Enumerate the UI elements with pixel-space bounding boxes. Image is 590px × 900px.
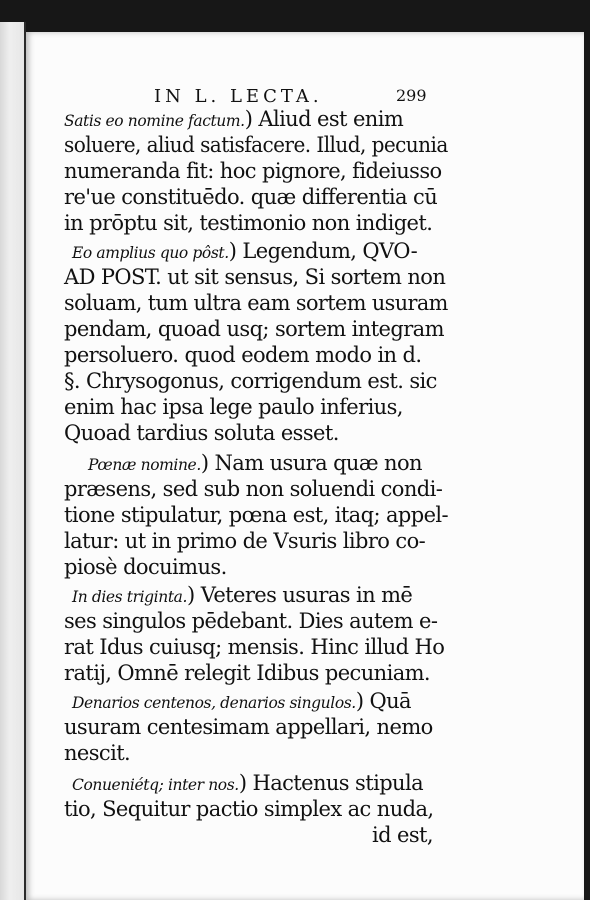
text-line: latur: ut in primo de Vsuris libro co-	[64, 529, 426, 553]
text-line: nescit.	[64, 741, 131, 765]
text-line	[72, 688, 411, 716]
text-line	[72, 770, 423, 798]
running-head: IN L. LECTA.	[154, 86, 323, 107]
text-line: §. Chrysogonus, corrigendum est. sic	[64, 369, 437, 393]
lemma: Denarios centenos, denarios singulos.	[72, 694, 356, 712]
page-number: 299	[396, 86, 427, 105]
lemma: Satis eo nomine factum.	[64, 112, 245, 130]
text-line: re'ue constituēdo. quæ differentia cū	[64, 185, 438, 209]
text-line: numeranda fit: hoc pignore, fideiusso	[64, 159, 442, 183]
text-line: soluere, aliud satisfacere. Illud, pecunia	[64, 133, 448, 157]
text-line	[88, 450, 422, 478]
text-line: tione stipulatur, pœna est, itaq; appel-	[64, 503, 449, 527]
text-line: soluam, tum ultra eam sortem usuram	[64, 291, 448, 315]
text-line: in prōptu sit, testimonio non indiget.	[64, 211, 433, 235]
commentary-text: ) Aliud est enim	[244, 107, 404, 131]
text-line	[64, 106, 403, 134]
text-line	[72, 238, 417, 266]
text-line: AD POST. ut sit sensus, Si sortem non	[64, 265, 446, 289]
text-line: piosè docuimus.	[64, 555, 227, 579]
commentary-text: ) Nam usura quæ non	[200, 451, 422, 475]
text-line: ratij, Omnē relegit Idibus pecuniam.	[64, 661, 430, 685]
commentary-text: ) Quā	[355, 689, 411, 713]
commentary-text: ) Legendum, QVO-	[228, 239, 418, 263]
text-line: rat Idus cuiusq; mensis. Hinc illud Ho	[64, 635, 445, 659]
lemma: In dies triginta.	[72, 588, 188, 606]
text-line: Quoad tardius soluta esset.	[64, 421, 339, 445]
commentary-text: ) Veteres usuras in mē	[187, 583, 413, 607]
text-line: tio, Sequitur pactio simplex ac nuda,	[64, 797, 434, 821]
lemma: Conueniétq; inter nos.	[72, 776, 239, 794]
lemma: Pœnæ nomine.	[88, 456, 201, 474]
text-line	[72, 582, 412, 610]
text-line: enim hac ipsa lege paulo inferius,	[64, 395, 403, 419]
text-line: ses singulos pēdebant. Dies autem e-	[64, 609, 438, 633]
catchword: id est,	[372, 823, 433, 847]
text-line: persoluero. quod eodem modo in d.	[64, 343, 422, 367]
facing-page-edge	[0, 22, 26, 900]
text-line: præsens, sed sub non soluendi condi-	[64, 477, 443, 501]
text-line: usuram centesimam appellari, nemo	[64, 715, 433, 739]
commentary-text: ) Hactenus stipula	[238, 771, 423, 795]
text-line: pendam, quoad usq; sortem integram	[64, 317, 444, 341]
lemma: Eo amplius quo pôst.	[72, 244, 229, 262]
